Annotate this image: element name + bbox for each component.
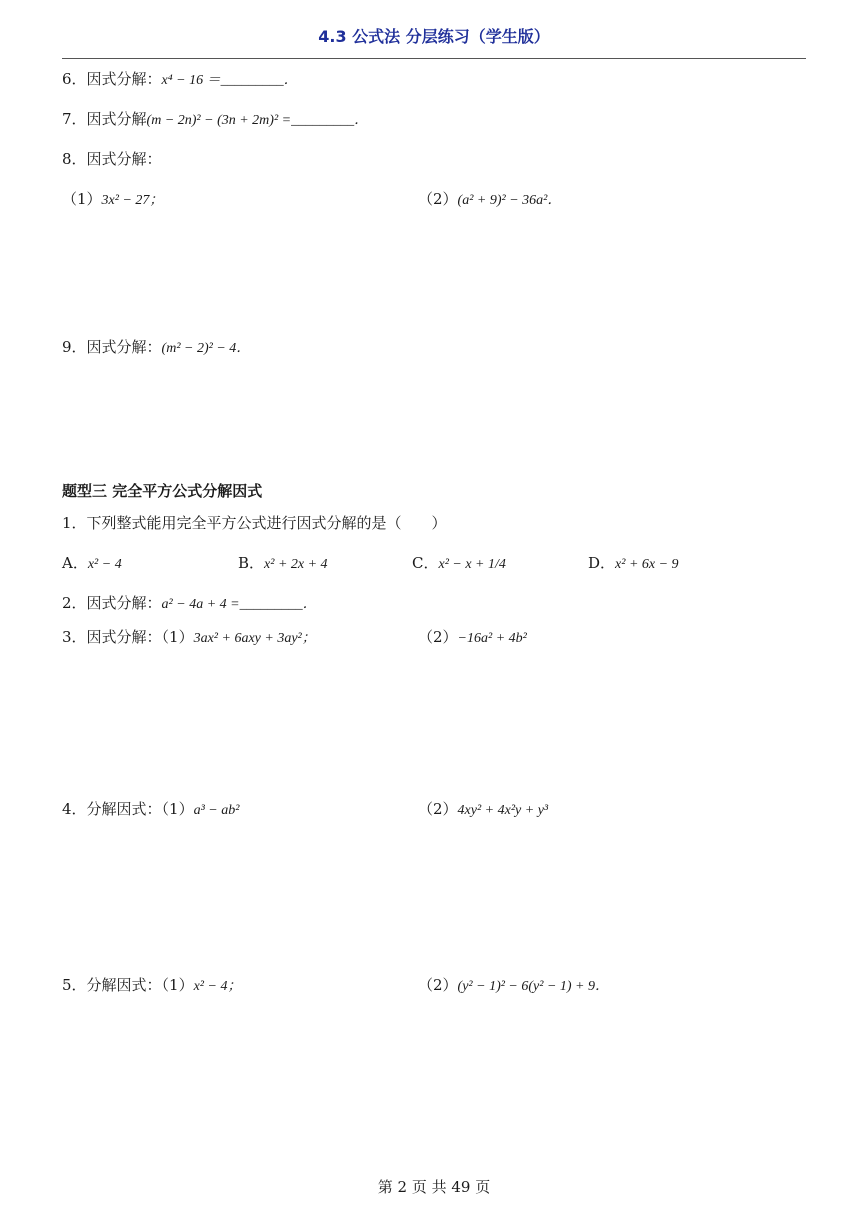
section-question-1 [62,512,447,534]
question-math: 3ax² + 6axy + 3ay²； [193,631,316,646]
question-math: a² − 4a + 4 =_________． [161,597,317,612]
question-8 [62,148,162,170]
option-math: x² + 2x + 4 [264,557,328,572]
section-question-5 [62,974,241,998]
question-math: −16a² + 4b² [457,631,527,646]
section-question-4 [62,798,239,822]
question-8-part-1 [62,188,163,212]
option-d [588,552,679,576]
section-question-3-part-2 [418,626,527,650]
question-text: 3．因式分解：（1） [62,628,194,646]
question-text: 5．分解因式：（1） [62,976,194,994]
question-text: 1．下列整式能用完全平方公式进行因式分解的是（ ） [62,514,447,532]
question-math: 3x² − 27； [101,193,164,208]
part-label: （2） [418,800,458,818]
question-text: 9．因式分解： [62,338,162,356]
option-label: C． [412,554,439,572]
option-label: A． [62,554,88,572]
question-8-part-2 [418,188,561,212]
question-text: 6．因式分解： [62,70,162,88]
question-math: x⁴ − 16 ＝_________． [161,73,298,88]
question-math: 4xy² + 4x²y + y³ [457,803,549,818]
section-title: 题型三 完全平方公式分解因式 [62,482,263,500]
option-math: x² − 4 [87,557,122,572]
question-text: 7．因式分解 [62,110,147,128]
page-title: 4.3 公式法 分层练习（学生版） [318,27,550,46]
option-label: B． [238,554,265,572]
option-label: D． [588,554,616,572]
header-divider [62,58,806,59]
question-math: (a² + 9)² − 36a²． [457,193,562,208]
question-text: 8．因式分解： [62,150,162,168]
page-footer: 第 2 页 共 49 页 [377,1178,491,1196]
option-math: x² − x + 1/4 [438,557,506,572]
question-6 [62,68,298,92]
question-text: 2．因式分解： [62,594,162,612]
question-9 [62,336,250,360]
section-question-2 [62,592,317,616]
section-question-4-part-2 [418,798,548,822]
section-question-3 [62,626,316,650]
question-math: (m − 2n)² − (3n + 2m)² =_________． [146,113,369,128]
option-b [238,552,328,576]
question-7 [62,108,368,132]
option-math: x² + 6x − 9 [615,557,679,572]
option-a [62,552,122,576]
question-math: (y² − 1)² − 6(y² − 1) + 9． [457,979,610,994]
part-label: （2） [418,976,458,994]
part-label: （2） [418,628,458,646]
question-text: 4．分解因式：（1） [62,800,194,818]
question-math: (m² − 2)² − 4． [161,341,251,356]
question-math: x² − 4； [193,979,242,994]
part-label: （2） [418,190,458,208]
option-c [412,552,506,576]
part-label: （1） [62,190,102,208]
section-question-5-part-2 [418,974,609,998]
question-math: a³ − ab² [193,803,240,818]
